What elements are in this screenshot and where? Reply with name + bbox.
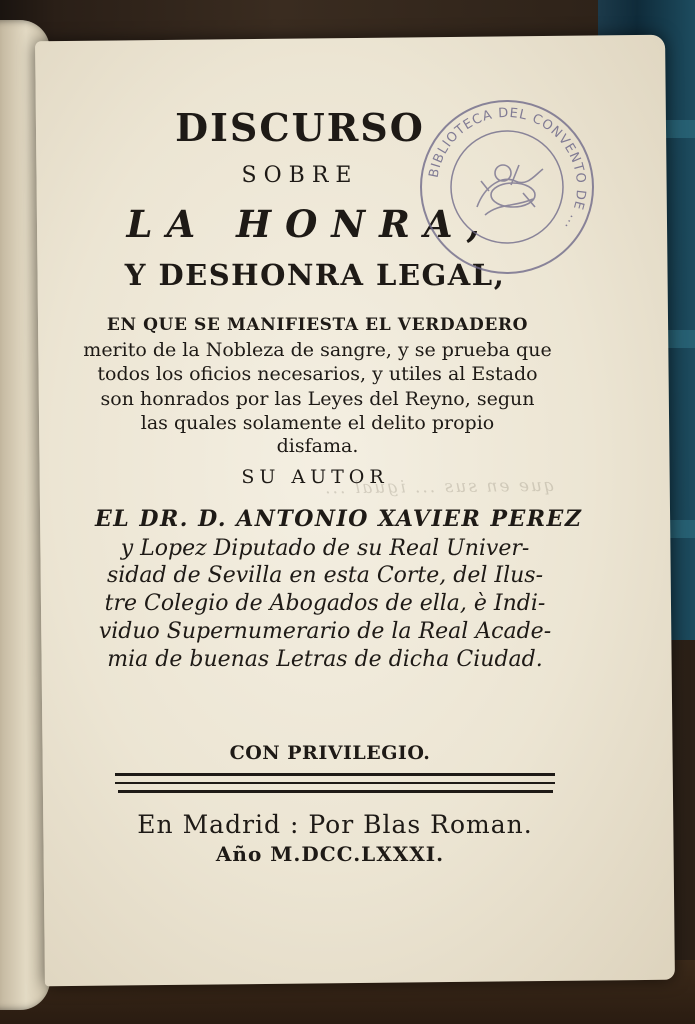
- imprint-line: En Madrid : Por Blas Roman.: [137, 810, 533, 839]
- printer-rule: [115, 782, 555, 784]
- library-stamp-icon: [415, 95, 600, 280]
- printer-rule: [115, 773, 555, 776]
- subtitle-line: merito de la Nobleza de sangre, y se prueba que: [83, 339, 552, 361]
- author-line: mia de buenas Letras de dicha Ciudad.: [107, 647, 543, 672]
- subtitle-line: las quales solamente el delito propio: [140, 412, 495, 434]
- subtitle-line: EN QUE SE MANIFIESTA EL VERDADERO: [106, 315, 529, 335]
- author-line: sidad de Sevilla en esta Corte, del Ilus-: [106, 563, 544, 588]
- subtitle-line: todos los oficios necesarios, y utiles al Estado: [97, 363, 538, 385]
- year-line: Año M.DCC.LXXXI.: [215, 842, 445, 866]
- privilege-line: CON PRIVILEGIO.: [229, 742, 431, 764]
- author-line: y Lopez Diputado de su Real Univer-: [120, 536, 530, 561]
- show-through-text: que en sus ... igual ...: [323, 475, 555, 499]
- svg-text:BIBLIOTECA DEL CONVENTO DE ...: [427, 106, 589, 234]
- author-heading: SU AUTOR: [241, 466, 389, 488]
- author-line: tre Colegio de Abogados de ella, è Indi-: [104, 591, 546, 616]
- author-line: viduo Supernumerario de la Real Acade-: [98, 619, 552, 644]
- title-line-3: LA HONRA,: [126, 202, 494, 246]
- author-line: EL DR. D. ANTONIO XAVIER PEREZ: [95, 506, 583, 532]
- printer-rule: [118, 790, 553, 793]
- title-line-2: SOBRE: [241, 163, 359, 188]
- subtitle-line: son honrados por las Leyes del Reyno, segun: [100, 388, 535, 410]
- subtitle-line: disfama.: [276, 435, 359, 457]
- stamp-text: BIBLIOTECA DEL CONVENTO DE ...: [426, 105, 589, 234]
- title-line-1: DISCURSO: [175, 105, 425, 150]
- title-line-4: Y DESHONRA LEGAL,: [124, 258, 506, 292]
